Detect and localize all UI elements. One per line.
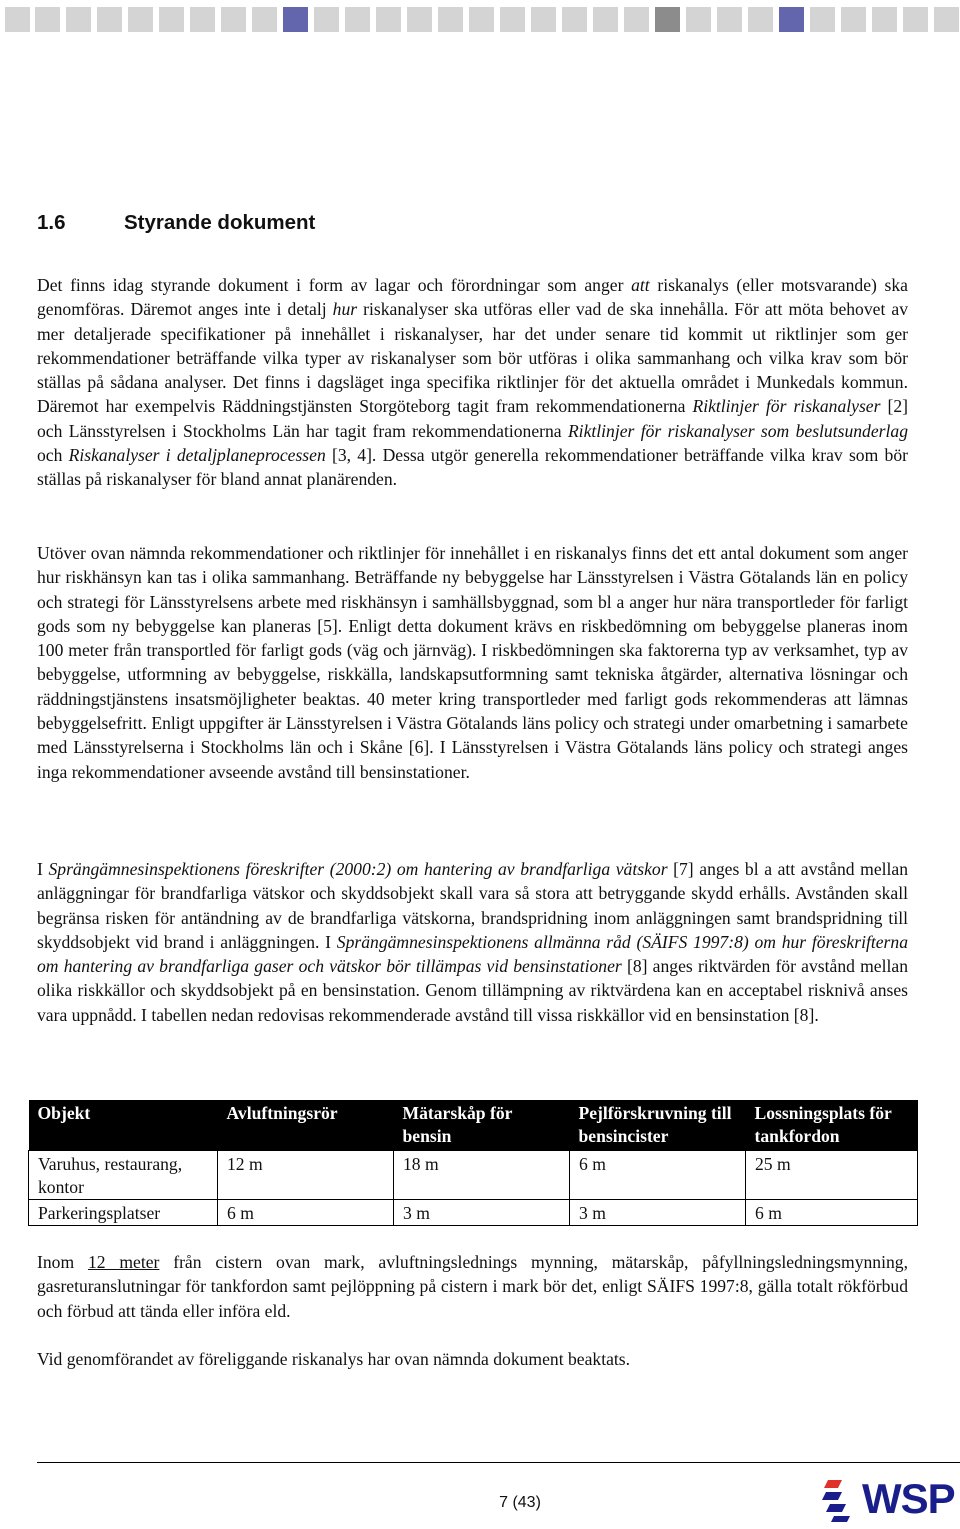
text-run: och [37,445,69,466]
paragraph-intro [37,273,908,492]
section-heading [37,211,315,235]
table-cell: 6 m [746,1200,918,1226]
header-square [376,7,401,32]
header-square [748,7,773,32]
table-row [29,1200,918,1226]
table-cell: 18 m [394,1151,570,1200]
document-title: Riskanalyser i detaljplaneprocessen [68,445,326,466]
header-square [221,7,246,32]
paragraph-conclusion: Vid genomförandet av föreliggande riskanalys har ovan nämnda dokument beaktats. [37,1349,631,1369]
header-square-accent [779,7,804,32]
header-square [190,7,215,32]
text-run: Det finns idag styrande dokument i form av lagar och förordningar som anger [37,275,632,295]
header-square [903,7,928,32]
header-square [841,7,866,32]
table-cell: 25 m [746,1151,918,1200]
table-cell: 3 m [394,1200,570,1226]
text-run: Inom [37,1252,88,1272]
table-header-cell: Pejlförskruvning till bensincister [570,1100,746,1151]
header-square [5,7,30,32]
paragraph-policy: Utöver ovan nämnda rekommendationer och riktlinjer för innehållet i en riskanalys finns det ett antal dokument som anger hur riskhänsyn kan tas i olika sammanhang. Beträffande ny bebyggelse har Länsstyrelsen i Västra Götalands län en policy och strategi för Länsstyrelsens arbete med riskhänsyn i samhällsbyggnad, som bl a anger hur nära transportleder för farligt gods som ny bebyggelse kan planeras [5]. Enligt detta dokument krävs en riskbedömning om bebyggelse planeras inom 100 meter från transportled för farligt gods (väg och järnväg). I riskbedömningen ska faktorerna typ av verksamhet, typ av bebyggelse, utformning av bebyggelse, riskkälla, landskapsutformning samt tekniska åtgärder, alternativa lösningar och räddningstjänstens insatsmöjligheter beaktas. 40 meter kring transportleder med farligt gods rekommenderas att lämnas bebyggelsefritt. Enligt uppgifter är Länsstyrelsen i Västra Götalands läns policy och strategi under omarbetning i samarbete med Länsstyrelserna i Stockholms län och i Skåne [6]. I Länsstyrelsen i Västra Götalands läns policy och strategi anges inga rekommendationer avseende avstånd till bensinstationer. [37,543,908,782]
header-square [128,7,153,32]
table-cell: 12 m [218,1151,394,1200]
table-cell: Parkeringsplatser [29,1200,218,1226]
paragraph-twelve-meter [37,1250,908,1323]
emphasis-text: hur [332,299,358,320]
table-cell: Varuhus, restaurang, kontor [29,1151,218,1200]
table-header-cell: Lossningsplats för tankfordon [746,1100,918,1151]
header-square [500,7,525,32]
header-square [810,7,835,32]
table-header-cell: Avluftningsrör [218,1100,394,1151]
header-square [35,7,60,32]
header-square [97,7,122,32]
header-square [686,7,711,32]
header-square [345,7,370,32]
page-number: 7 (43) [499,1494,541,1511]
header-square [934,7,959,32]
table-row [29,1151,918,1200]
distance-table [28,1100,918,1226]
text-run: [8] anges riktvärden för avstånd mellan olika riskkällor och skyddsobjekt på en bensinstation. Genom tillämpning av riktvärdena kan en acceptabel risknivå anses vara uppnådd. I tabellen nedan redovisas rekommenderade avstånd till vissa riskkällor vid en bensinstation [8]. [37,956,908,1025]
header-square [438,7,463,32]
table-cell: 3 m [570,1200,746,1226]
header-square [407,7,432,32]
text-run: riskanalys (eller motsvarande) ska genomföras. Däremot anges inte i detalj [37,275,908,320]
logo-text: WSP [862,1475,955,1522]
header-square [624,7,649,32]
document-title: Riktlinjer för riskanalyser [692,396,881,417]
table-cell: 6 m [570,1151,746,1200]
header-square-accent [283,7,308,32]
header-square [314,7,339,32]
table-cell: 6 m [218,1200,394,1226]
text-run: [7] anges bl a att avstånd mellan anläggningar för brandfarliga vätskor och skyddsobjekt skall vara så stora att betryggande skydd erhålls. Avstånden skall begränsa risken för antändning av de brandfarliga vätskorna, brandspridning inom anläggningen samt brandspridning till skyddsobjekt vid brand i anläggningen. I [37,859,909,952]
table-header-cell: Mätarskåp för bensin [394,1100,570,1151]
header-square-gray [655,7,680,32]
wsp-logo [822,1474,958,1524]
text-run: [3, 4]. Dessa utgör generella rekommendationer beträffande vilka krav som bör ställas på riskanalyser för bland annat planärenden. [37,445,908,490]
header-square [531,7,556,32]
text-run: från cistern ovan mark, avluftningslednings mynning, mätarskåp, påfyllningsledningsmynning, gasreturanslutningar för tankfordon samt pejlöppning på cistern i mark bör det, enligt SÄIFS 1997:8, gälla totalt rökförbud och förbud att tända eller införa eld. [37,1252,908,1321]
header-square [252,7,277,32]
section-title: Styrande dokument [124,211,316,234]
underlined-text: 12 meter [87,1252,160,1272]
header-square [717,7,742,32]
table-header-row [29,1100,918,1151]
section-number: 1.6 [37,211,66,234]
header-square [562,7,587,32]
header-decoration [0,7,960,33]
header-square [469,7,494,32]
header-square [593,7,618,32]
footer-divider [37,1462,960,1463]
text-run: riskanalyser ska utföras eller vad de ska innehålla. För att möta behovet av mer detaljerade specifikationer på innehållet i riskanalyser, har det under senare tid kommit ut riktlinjer som ger rekommendationer beträffande vilka typer av riskanalyser som bör utföras i olika sammanhang och vilka krav som bör ställas på sådana analyser. Det finns i dagsläget inga specifika riktlinjer för det aktuella området i Munkedals kommun. Däremot har exempelvis Räddningstjänsten Storgöteborg tagit fram rekommendationerna [37,299,908,417]
logo-mark-icon [822,1474,862,1524]
document-title: Riktlinjer för riskanalyser som beslutsunderlag [567,420,908,441]
table-header-cell: Objekt [29,1100,218,1151]
text-run: [2] och Länsstyrelsen i Stockholms Län har tagit fram rekommendationerna [37,396,908,441]
paragraph-regulations [37,857,908,1027]
document-title: Sprängämnesinspektionens allmänna råd (SÄIFS 1997:8) om hur föreskrifterna om hantering av brandfarliga gaser och vätskor bör tillämpas vid bensinstationer [37,931,908,977]
header-square [872,7,897,32]
document-title: Sprängämnesinspektionens föreskrifter (2000:2) om hantering av brandfarliga vätskor [48,859,668,879]
header-square [66,7,91,32]
text-run: I [37,859,49,879]
header-square [159,7,184,32]
emphasis-text: att [631,275,650,295]
